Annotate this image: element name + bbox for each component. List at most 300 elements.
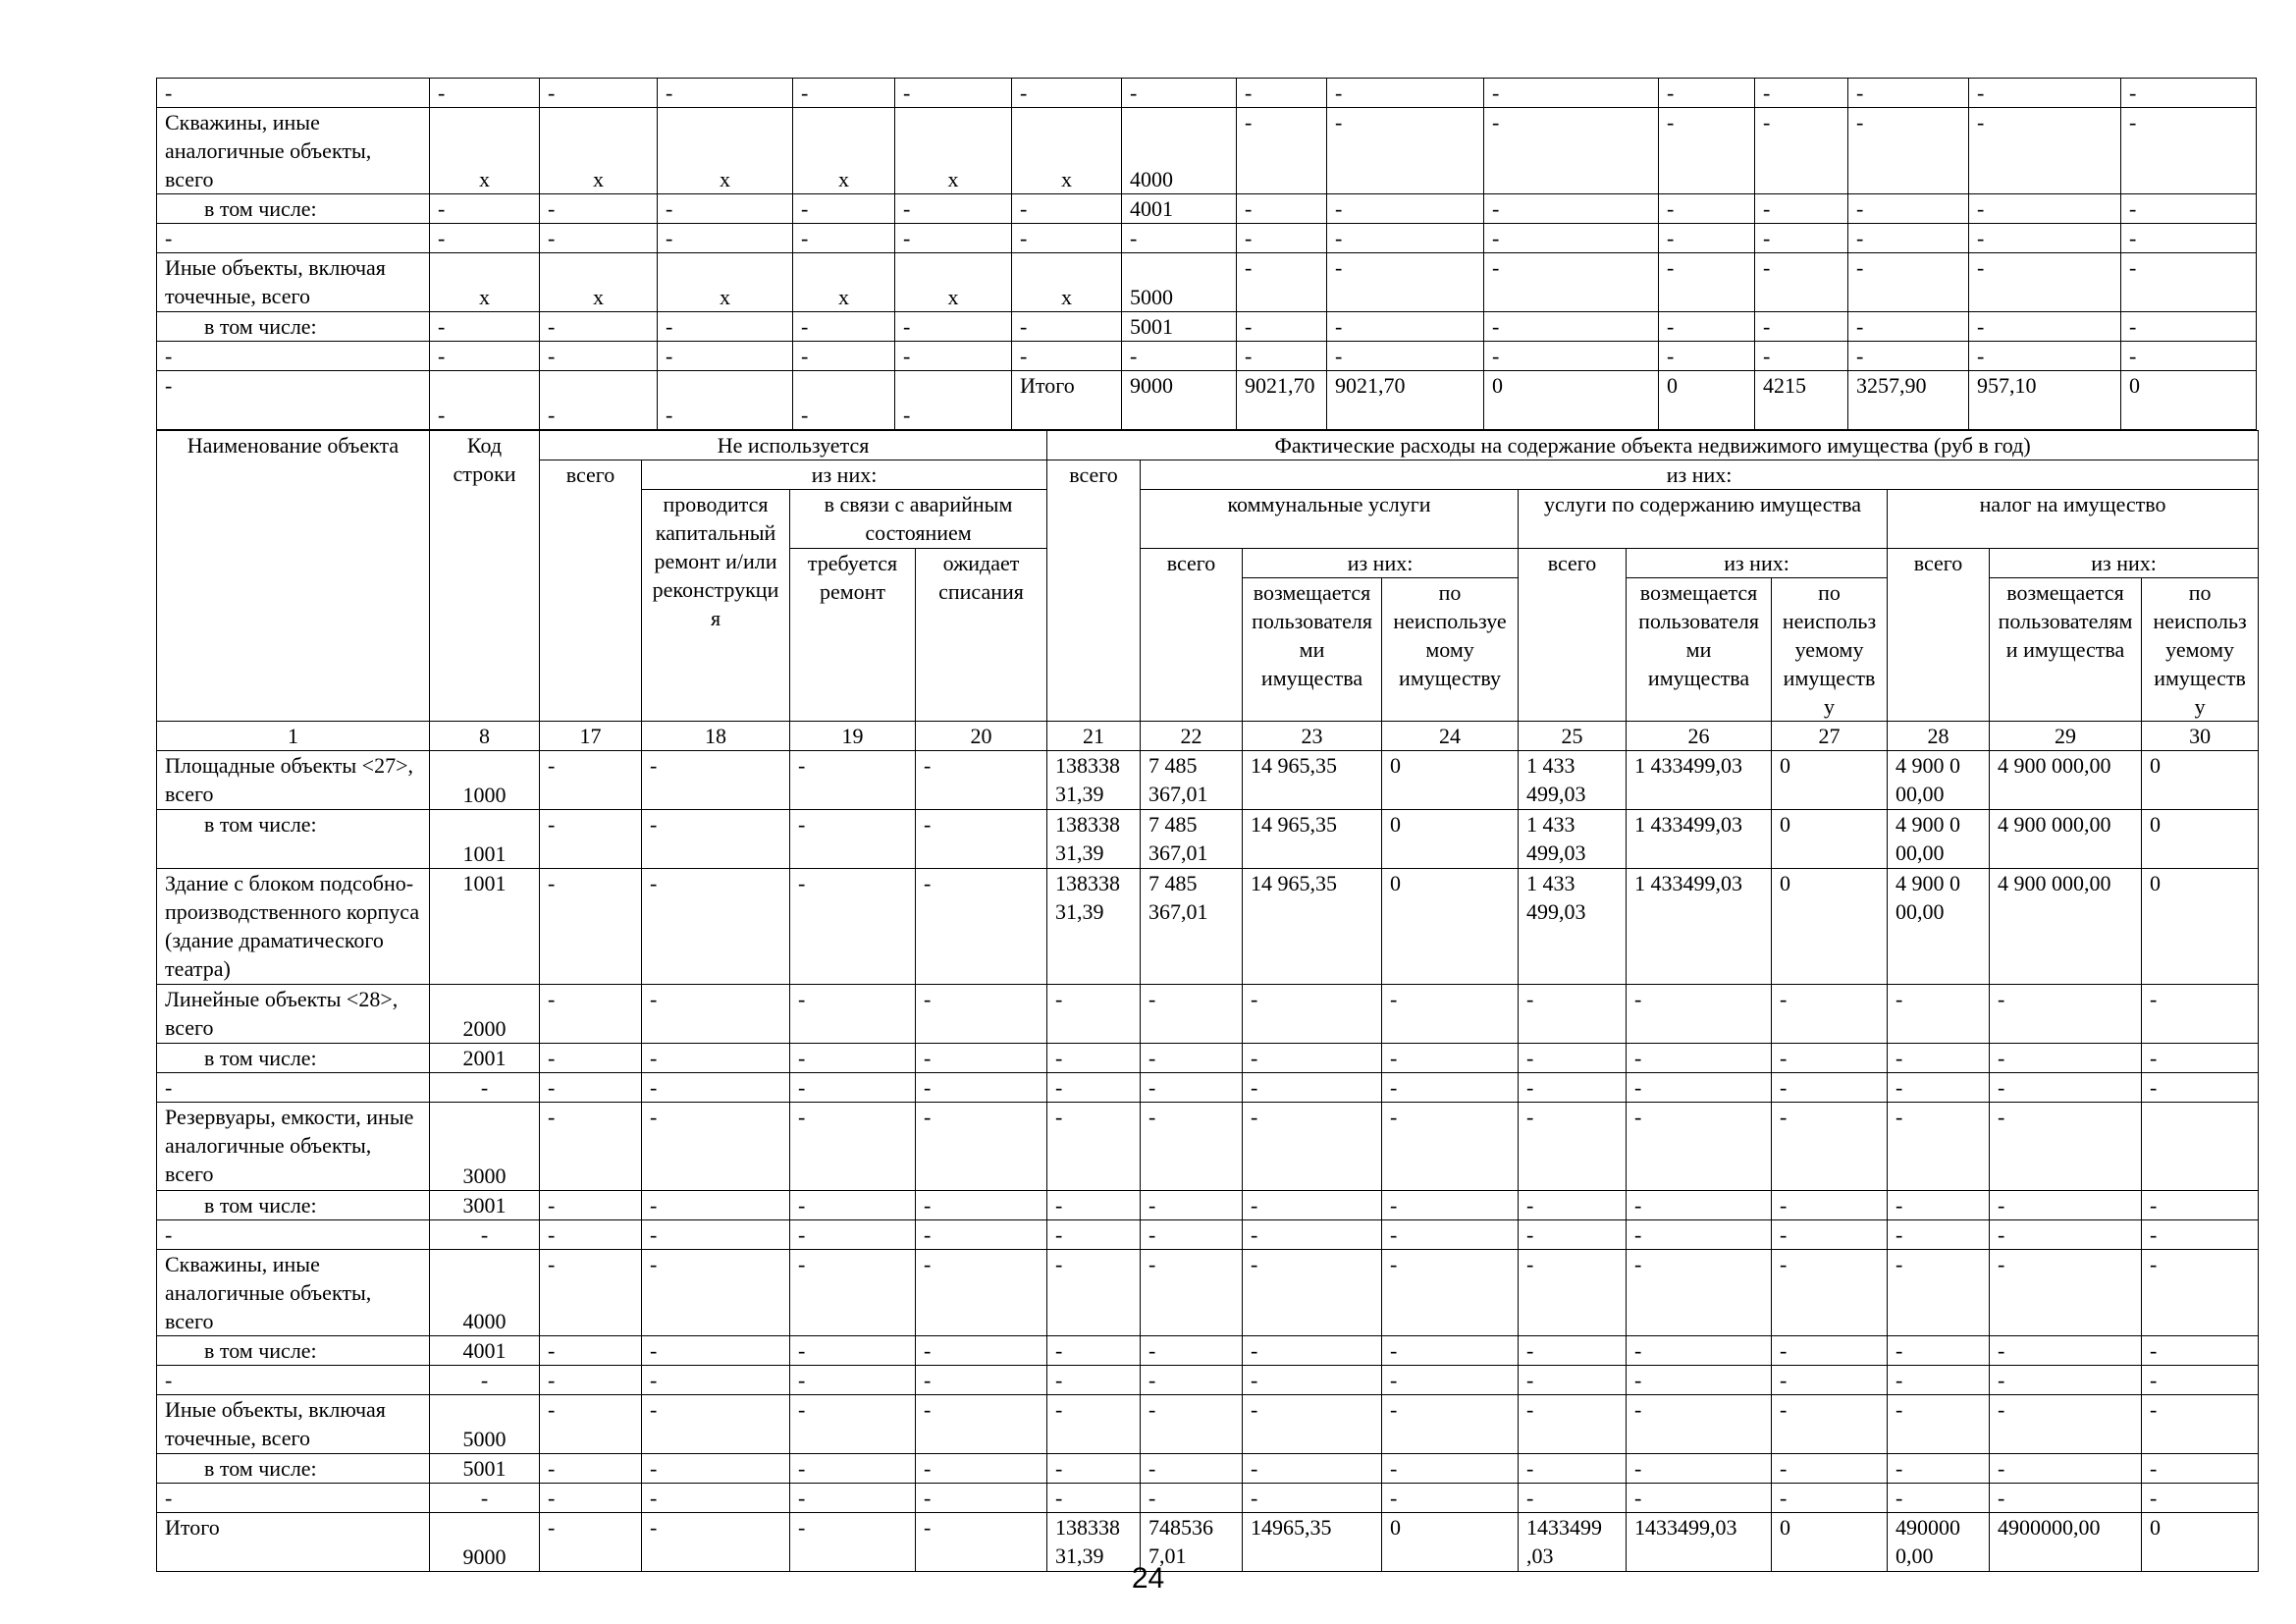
row-label: в том числе: [157,1454,430,1484]
row-label: в том числе: [157,1336,430,1366]
x-cell: х [793,253,895,312]
value-cell: - [916,1484,1047,1513]
value-cell: - [2142,1250,2259,1336]
value-cell: 0 [2142,869,2259,985]
value-cell: - [1327,79,1484,108]
table-row [157,1454,2259,1484]
value-cell: - [540,751,642,810]
value-cell: - [1519,1191,1627,1220]
row-label: Площадные объекты <27>, всего [157,751,430,810]
value-cell: - [1990,1220,2142,1250]
value-cell: - [540,1250,642,1336]
value-cell: 14965,35 [1243,1513,1382,1572]
value-cell: 1 433 499,03 [1519,810,1627,869]
table-row [157,1103,2259,1191]
value-cell: - [1484,79,1659,108]
column-number: 20 [916,722,1047,751]
value-cell: - [1888,1336,1990,1366]
value-cell: - [642,1513,790,1572]
value-cell: - [895,79,1012,108]
value-cell: - [916,869,1047,985]
value-cell: - [1772,1220,1888,1250]
row-label: - [157,342,430,371]
row-code: 5001 [430,1454,540,1484]
value-cell: - [2142,1220,2259,1250]
value-cell: - [1627,985,1772,1044]
table-row [157,1250,2259,1336]
value-cell: - [430,342,540,371]
value-cell: - [1243,1454,1382,1484]
value-cell: - [1659,253,1755,312]
value-cell: - [1659,224,1755,253]
value-cell: 1 433 499,03 [1519,751,1627,810]
table-row [157,869,2259,985]
value-cell: - [1627,1191,1772,1220]
value-cell: - [916,985,1047,1044]
dash-cell: - [430,371,540,430]
value-cell: - [1627,1103,1772,1191]
header-awaits-writeoff: ожидает списания [916,549,1047,722]
value-cell: - [1243,1395,1382,1454]
value-cell: 4900000,00 [1990,1513,2142,1572]
value-cell: - [1990,1044,2142,1073]
value-cell: - [790,1044,916,1073]
value-cell: - [793,224,895,253]
value-cell: - [1382,1336,1519,1366]
column-number: 24 [1382,722,1519,751]
value-cell: - [790,985,916,1044]
value-cell: 4 900 0 00,00 [1888,810,1990,869]
value-cell: - [1012,224,1122,253]
table-row [157,1366,2259,1395]
value-cell: - [790,1336,916,1366]
value-cell: - [1122,342,1237,371]
value-cell: - [1382,1073,1519,1103]
total-label: Итого [1012,371,1122,430]
value-cell: - [642,1220,790,1250]
value-cell: - [1047,1484,1141,1513]
row-code: - [430,1484,540,1513]
top-table-row [157,194,2257,224]
value-cell: 4 900 000,00 [1990,810,2142,869]
value-cell: - [1047,1366,1141,1395]
header-code: Код строки [430,431,540,722]
row-code: 4001 [430,1336,540,1366]
value-cell: - [540,1103,642,1191]
value-cell: - [642,985,790,1044]
value-cell: - [895,194,1012,224]
row-code: 1000 [430,751,540,810]
value-cell: 3257,90 [1848,371,1969,430]
value-cell: - [642,1395,790,1454]
value-cell: - [895,312,1012,342]
row-code: 9000 [1122,371,1237,430]
value-cell: - [1012,312,1122,342]
value-cell: - [642,1366,790,1395]
value-cell: - [540,1044,642,1073]
dash-cell: - [540,371,658,430]
value-cell: - [1969,194,2121,224]
row-label: в том числе: [157,194,430,224]
value-cell: - [642,810,790,869]
value-cell: - [1012,194,1122,224]
value-cell: - [1969,342,2121,371]
x-cell: х [793,108,895,194]
value-cell: - [540,224,658,253]
value-cell: - [1990,985,2142,1044]
value-cell: - [1484,194,1659,224]
value-cell: 138338 31,39 [1047,751,1141,810]
value-cell: - [1519,1044,1627,1073]
value-cell: - [1519,1220,1627,1250]
value-cell: - [642,1454,790,1484]
value-cell: - [1382,1395,1519,1454]
value-cell: - [1382,985,1519,1044]
value-cell: 14 965,35 [1243,810,1382,869]
value-cell: 0 [1772,869,1888,985]
value-cell: - [790,1073,916,1103]
value-cell: - [540,1336,642,1366]
value-cell: - [1519,1103,1627,1191]
value-cell: - [2142,1073,2259,1103]
top-table [156,78,2257,430]
top-table-row [157,253,2257,312]
value-cell: - [658,194,793,224]
value-cell: - [1990,1250,2142,1336]
value-cell: - [540,342,658,371]
value-cell: - [1519,1073,1627,1103]
x-cell: х [430,253,540,312]
value-cell: 7 485 367,01 [1141,810,1243,869]
value-cell: 0 [1659,371,1755,430]
value-cell: - [1848,312,1969,342]
value-cell: - [1519,1454,1627,1484]
row-code: 2001 [430,1044,540,1073]
dash-cell: - [895,371,1012,430]
value-cell: - [1627,1336,1772,1366]
value-cell: - [2121,194,2257,224]
value-cell: 4 900 000,00 [1990,869,2142,985]
value-cell: - [540,1366,642,1395]
row-label: в том числе: [157,312,430,342]
value-cell: - [430,224,540,253]
value-cell: - [1327,194,1484,224]
value-cell: - [658,312,793,342]
value-cell: - [916,1220,1047,1250]
value-cell: - [1047,1250,1141,1336]
value-cell: 7 485 367,01 [1141,869,1243,985]
row-label: - [157,79,430,108]
value-cell: - [1888,985,1990,1044]
value-cell: - [1382,1454,1519,1484]
value-cell: - [1772,1073,1888,1103]
value-cell: - [790,1366,916,1395]
value-cell: 4001 [1122,194,1237,224]
row-label: Скважины, иные аналогичные объекты, всего [157,1250,430,1336]
x-cell: х [430,108,540,194]
expenses-table [156,430,2259,1572]
header-name: Наименование объекта [157,431,430,722]
value-cell: 4 900 000,00 [1990,751,2142,810]
value-cell: - [642,1044,790,1073]
header-tax-unused: по неиспользуемому имуществу [2142,578,2259,722]
value-cell: - [1888,1454,1990,1484]
column-number: 18 [642,722,790,751]
x-cell: х [540,108,658,194]
value-cell: 0 [1484,371,1659,430]
row-code: 4000 [1122,108,1237,194]
value-cell: - [1627,1484,1772,1513]
value-cell: - [1990,1336,2142,1366]
value-cell: - [916,1191,1047,1220]
value-cell: - [1848,253,1969,312]
row-code: 9000 [430,1513,540,1572]
value-cell: - [1772,1454,1888,1484]
table-row [157,810,2259,869]
x-cell: х [658,253,793,312]
value-cell: - [2142,1454,2259,1484]
row-label: Линейные объекты <28>, всего [157,985,430,1044]
value-cell: - [916,1044,1047,1073]
value-cell: - [790,1191,916,1220]
value-cell: - [1484,253,1659,312]
value-cell: - [1382,1366,1519,1395]
value-cell: - [540,1073,642,1103]
value-cell: 0 [1382,869,1519,985]
x-cell: х [1012,108,1122,194]
column-numbers-row [157,722,2259,751]
column-number: 21 [1047,722,1141,751]
value-cell: - [2142,1395,2259,1454]
value-cell: - [2121,312,2257,342]
value-cell: 4 900 0 00,00 [1888,869,1990,985]
value-cell: - [1327,224,1484,253]
value-cell: - [642,869,790,985]
header-maintenance: услуги по содержанию имущества [1519,490,1888,549]
row-label: Итого [157,1513,430,1572]
value-cell: - [1484,224,1659,253]
value-cell: - [1141,1366,1243,1395]
value-cell: - [2142,1484,2259,1513]
table-row [157,985,2259,1044]
value-cell: - [1047,1103,1141,1191]
value-cell: - [1382,1250,1519,1336]
value-cell: - [916,1454,1047,1484]
value-cell: - [1772,1484,1888,1513]
value-cell: - [1327,312,1484,342]
header-property-tax: налог на имущество [1888,490,2259,549]
row-label: в том числе: [157,810,430,869]
value-cell: - [1243,1191,1382,1220]
header-utilities-of-them: из них: [1243,549,1519,578]
value-cell: - [916,1366,1047,1395]
value-cell: - [1772,1044,1888,1073]
value-cell: - [2142,1191,2259,1220]
value-cell: - [1382,1103,1519,1191]
row-label: Иные объекты, включая точечные, всего [157,1395,430,1454]
value-cell: - [1755,342,1848,371]
table-row [157,1191,2259,1220]
value-cell: - [793,194,895,224]
value-cell: - [916,810,1047,869]
value-cell: 4 900 0 00,00 [1888,751,1990,810]
value-cell: - [916,1513,1047,1572]
value-cell: 490000 0,00 [1888,1513,1990,1572]
value-cell: - [1755,108,1848,194]
top-table-row [157,224,2257,253]
value-cell: - [1755,79,1848,108]
value-cell: - [790,810,916,869]
value-cell: - [1659,312,1755,342]
value-cell: - [1627,1366,1772,1395]
value-cell: - [1990,1103,2142,1191]
value-cell: - [540,869,642,985]
value-cell: - [1772,1395,1888,1454]
value-cell: - [1047,1073,1141,1103]
value-cell: - [658,79,793,108]
value-cell: - [540,985,642,1044]
value-cell: 138338 31,39 [1047,1513,1141,1572]
value-cell: - [1772,1366,1888,1395]
value-cell: - [1659,108,1755,194]
value-cell: - [1755,224,1848,253]
value-cell: - [1047,1395,1141,1454]
value-cell: - [658,342,793,371]
value-cell: - [1047,985,1141,1044]
value-cell: - [2142,1366,2259,1395]
value-cell: - [1237,194,1327,224]
value-cell: - [2142,1336,2259,1366]
row-code: 2000 [430,985,540,1044]
value-cell: - [430,79,540,108]
value-cell: - [1990,1191,2142,1220]
header-not-used-of-them: из них: [642,460,1047,490]
value-cell: - [1327,342,1484,371]
top-table-row [157,342,2257,371]
row-code: 3000 [430,1103,540,1191]
row-label: Скважины, иные аналогичные объекты, всего [157,108,430,194]
value-cell: - [1848,108,1969,194]
value-cell: - [793,312,895,342]
value-cell: - [1237,342,1327,371]
value-cell: - [1888,1103,1990,1191]
header-tax-total: всего [1888,549,1990,722]
value-cell: - [790,1250,916,1336]
value-cell: - [1382,1484,1519,1513]
value-cell: - [1969,312,2121,342]
value-cell: - [1888,1220,1990,1250]
value-cell: - [642,751,790,810]
value-cell: - [1122,224,1237,253]
table-row [157,1484,2259,1513]
value-cell: - [430,194,540,224]
value-cell: - [1237,79,1327,108]
value-cell: - [1772,1250,1888,1336]
value-cell: - [1755,253,1848,312]
value-cell: - [1141,1191,1243,1220]
row-code: 1001 [430,810,540,869]
x-cell: х [1012,253,1122,312]
value-cell: - [1484,342,1659,371]
value-cell: 0 [2142,751,2259,810]
header-maintenance-unused: по неиспользуемому имуществу [1772,578,1888,722]
top-table-row [157,79,2257,108]
row-code: - [430,1366,540,1395]
row-label: - [157,1366,430,1395]
value-cell: - [2121,342,2257,371]
value-cell: - [2142,985,2259,1044]
value-cell: - [916,1250,1047,1336]
header-not-used-total: всего [540,460,642,722]
value-cell: - [1772,1103,1888,1191]
value-cell: - [1243,1220,1382,1250]
value-cell: - [1141,1454,1243,1484]
table-row [157,1395,2259,1454]
value-cell: 957,10 [1969,371,2121,430]
value-cell: - [1848,224,1969,253]
table-row [157,1336,2259,1366]
row-label: Иные объекты, включая точечные, всего [157,253,430,312]
column-number: 28 [1888,722,1990,751]
value-cell: 1 433499,03 [1627,869,1772,985]
header-needs-repair: требуется ремонт [790,549,916,722]
header-expenses-total: всего [1047,460,1141,722]
value-cell: - [540,1513,642,1572]
value-cell: 7 485 367,01 [1141,751,1243,810]
value-cell: - [793,342,895,371]
value-cell: - [540,1484,642,1513]
value-cell: - [1382,1220,1519,1250]
value-cell: - [916,1073,1047,1103]
value-cell: - [1047,1336,1141,1366]
value-cell: - [1327,108,1484,194]
value-cell: - [1969,108,2121,194]
row-label: - [157,371,430,430]
value-cell: - [1969,224,2121,253]
value-cell: - [1382,1191,1519,1220]
value-cell: - [1141,1044,1243,1073]
value-cell: - [1243,1336,1382,1366]
dash-cell: - [658,371,793,430]
value-cell: 0 [1772,751,1888,810]
header-tax-of-them: из них: [1990,549,2259,578]
value-cell: - [1627,1220,1772,1250]
value-cell [2142,1103,2259,1191]
value-cell: - [1382,1044,1519,1073]
value-cell: 748536 7,01 [1141,1513,1243,1572]
value-cell: - [1141,1336,1243,1366]
value-cell: - [1888,1250,1990,1336]
value-cell: 0 [2142,810,2259,869]
row-label: в том числе: [157,1044,430,1073]
value-cell: 5001 [1122,312,1237,342]
value-cell: 0 [1382,810,1519,869]
row-code: 5000 [1122,253,1237,312]
value-cell: - [1237,312,1327,342]
value-cell: - [1659,194,1755,224]
value-cell: - [793,79,895,108]
value-cell: - [1141,1103,1243,1191]
value-cell: - [790,1220,916,1250]
value-cell: - [1237,224,1327,253]
value-cell: - [1141,1073,1243,1103]
row-code: 3001 [430,1191,540,1220]
value-cell: - [1888,1073,1990,1103]
value-cell: 0 [2121,371,2257,430]
value-cell: - [642,1073,790,1103]
top-table-row [157,312,2257,342]
header-actual-expenses: Фактические расходы на содержание объекта недвижимого имущества (руб в год) [1047,431,2259,460]
